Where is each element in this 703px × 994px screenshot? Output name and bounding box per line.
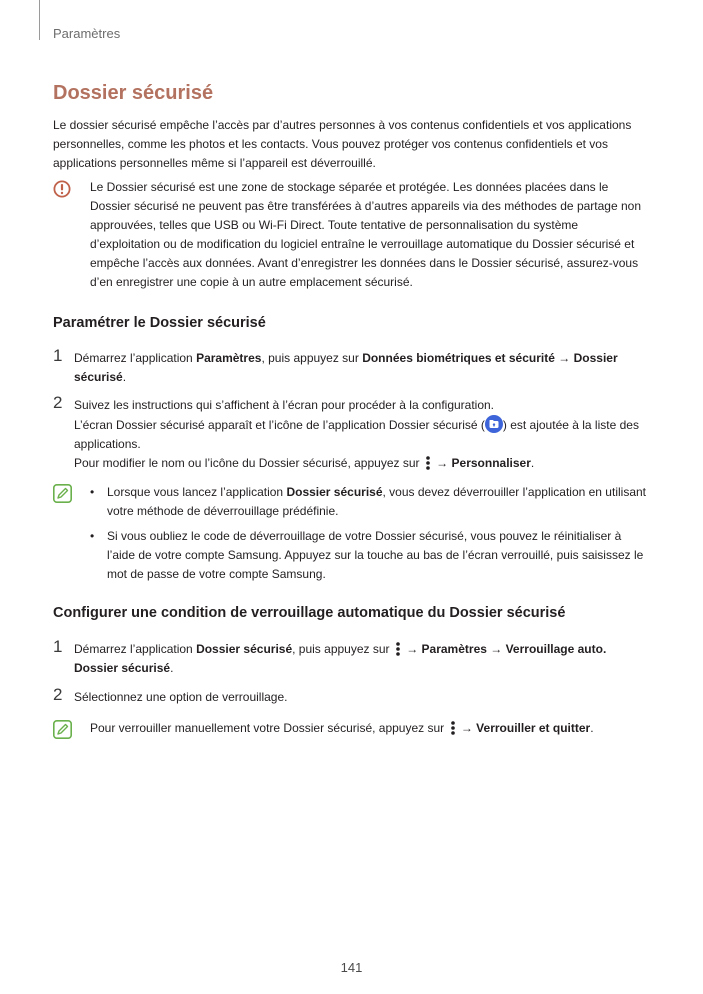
note-icon [53, 720, 72, 739]
list-item [87, 483, 647, 521]
secure-folder-app-icon [485, 415, 503, 433]
note-text: . [590, 721, 594, 735]
arrow: → [554, 351, 574, 365]
warning-text: Le Dossier sécurisé est une zone de stockage séparée et protégée. Les données placées dans le Dossier sécurisé ne peuvent pas être transférées à d’autres appareils via des méthodes de partage non approuvées, telles que USB ou Wi-Fi Direct. Toute tentative de personnalisation du système d’exploitation ou de modification du logiciel entraîne le verrouillage automatique du Dossier sécurisé et empêche l’accès aux données. Avant d’enregistrer les données dans le Dossier sécurisé, assurez-vous d’en enregistrer une copie à un autre emplacement sécurisé. [90, 180, 641, 289]
step-text: . [122, 370, 127, 384]
step-text: Démarrez l’application [74, 351, 197, 365]
section-heading-setup: Paramétrer le Dossier sécurisé [53, 315, 266, 331]
warning-block [53, 178, 653, 292]
header-divider [39, 0, 40, 40]
setup-step-1 [53, 346, 653, 387]
step-text: . [170, 661, 174, 675]
list-item [87, 527, 647, 584]
step-text: Démarrez l’application [74, 642, 197, 656]
step-text: Pour modifier le nom ou l’icône du Dossier sécurisé, appuyez sur [74, 456, 423, 470]
page-title: Dossier sécurisé [53, 82, 214, 104]
step-text: Suivez les instructions qui s’affichent à l’écran pour procéder à la configuration. [74, 398, 495, 412]
arrow: → [486, 642, 506, 656]
secure-folder-menu: Dossier sécurisé [74, 351, 618, 384]
note-text: , vous devez déverrouiller l’application en utilisant votre méthode de déverrouillage prédéfinie. [107, 485, 646, 518]
setup-step-2 [53, 393, 653, 473]
step-number: 2 [53, 685, 63, 704]
note-text: Pour verrouiller manuellement votre Dossier sécurisé, appuyez sur [90, 721, 448, 735]
biometrics-security-menu: Données biométriques et sécurité [362, 351, 555, 365]
step-number: 1 [53, 346, 63, 365]
more-options-icon [395, 642, 401, 656]
more-options-icon [425, 456, 431, 470]
arrow: → [457, 721, 477, 735]
step-text: ) est ajoutée à la liste des applications. [74, 418, 639, 451]
section-heading-autolock: Configurer une condition de verrouillage automatique du Dossier sécurisé [53, 605, 566, 621]
bullet: • [90, 529, 95, 543]
autolock-step-1 [53, 637, 653, 678]
step-text: Sélectionnez une option de verrouillage. [74, 690, 288, 704]
lock-and-exit-menu: Verrouiller et quitter [476, 721, 591, 735]
arrow: → [402, 642, 422, 656]
page-number: 141 [340, 960, 363, 975]
step-text: , puis appuyez sur [261, 351, 363, 365]
step-text: L’écran Dossier sécurisé apparaît et l’icône de l’application Dossier sécurisé ( [74, 418, 485, 432]
secure-folder-app-name: Dossier sécurisé [286, 485, 383, 499]
autolock-menu: Verrouillage auto. Dossier sécurisé [74, 642, 607, 675]
settings-menu: Paramètres [421, 642, 487, 656]
autolock-step-2 [53, 685, 653, 707]
note-list [87, 483, 647, 584]
step-number: 2 [53, 393, 63, 412]
note-text: Lorsque vous lancez l’application [107, 485, 287, 499]
note-text: Si vous oubliez le code de déverrouillage de votre Dossier sécurisé, vous pouvez le réinitialiser à l’aide de votre compte Samsung. Appuyez sur la touche au bas de l’écran verrouillé, puis saisissez le mot de passe de votre compte Samsung. [107, 529, 644, 581]
settings-app-name: Paramètres [196, 351, 262, 365]
bullet: • [90, 485, 95, 499]
step-text: , puis appuyez sur [292, 642, 393, 656]
customize-menu: Personnaliser [451, 456, 531, 470]
intro-paragraph: Le dossier sécurisé empêche l’accès par d’autres personnes à vos contenus confidentiels et vos applications personnelles, comme les photos et les contacts. Vous pouvez protéger vos contenus confidentiels et vos applications personnelles même si l’appareil est déverrouillé. [53, 118, 632, 170]
note-block-setup [53, 483, 653, 590]
more-options-icon [450, 721, 456, 735]
arrow: → [432, 456, 452, 470]
page-header: Paramètres [53, 26, 121, 41]
note-block-autolock [53, 719, 653, 738]
note-icon [53, 484, 72, 503]
secure-folder-app-name: Dossier sécurisé [196, 642, 293, 656]
step-number: 1 [53, 637, 63, 656]
step-text: . [530, 456, 535, 470]
warning-icon [53, 180, 71, 198]
